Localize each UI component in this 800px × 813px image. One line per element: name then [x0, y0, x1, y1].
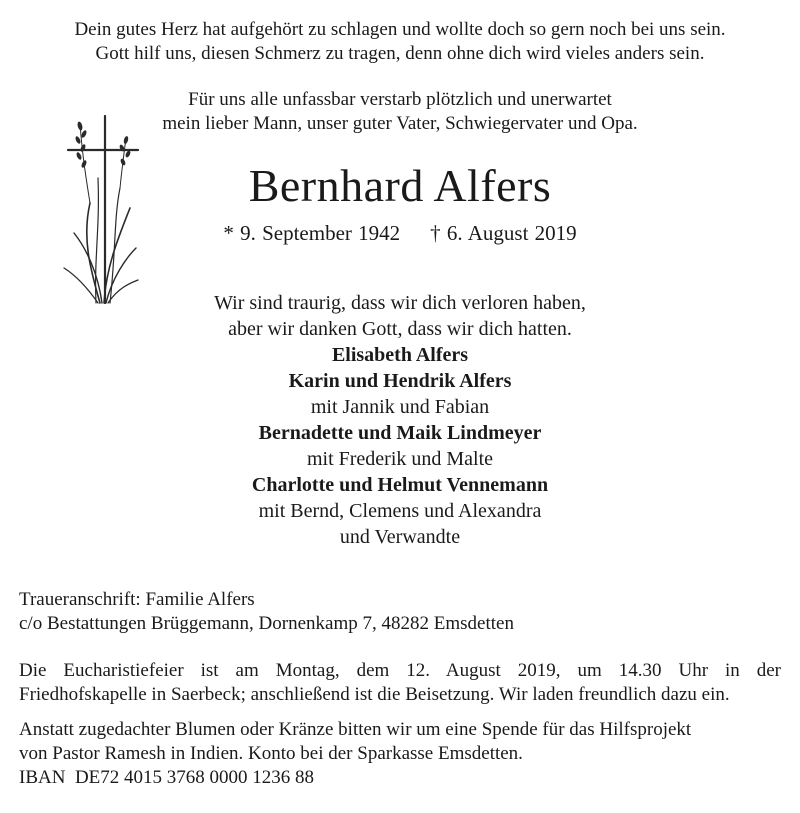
donation-request [19, 718, 781, 790]
mourner-name: Karin und Hendrik Alfers [288, 370, 512, 392]
announcement-line: mein lieber Mann, unser guter Vater, Schwiegervater und Opa. [162, 113, 638, 134]
address-line: Traueranschrift: Familie Alfers [19, 589, 255, 610]
deceased-name: Bernhard Alfers [248, 160, 552, 211]
donation-line: von Pastor Ramesh in Indien. Konto bei der Sparkasse Emsdetten. [19, 743, 523, 764]
service-line: Die Eucharistiefeier ist am Montag, dem 12. August 2019, um 14.30 Uhr in der [19, 660, 781, 681]
mourner-relatives: und Verwandte [339, 526, 461, 548]
mourner-name: Bernadette und Maik Lindmeyer [258, 422, 542, 444]
address-line: c/o Bestattungen Brüggemann, Dornenkamp 7, 48282 Emsdetten [19, 613, 514, 634]
birth-date: * 9. September 1942 [223, 221, 401, 245]
verse-line: Wir sind traurig, dass wir dich verloren haben, [214, 292, 586, 314]
service-notice [19, 659, 781, 707]
memorial-verse [0, 290, 800, 342]
death-date: † 6. August 2019 [430, 221, 577, 245]
mourner-children: mit Jannik und Fabian [310, 396, 490, 418]
epitaph [0, 18, 800, 66]
mourner-children: mit Bernd, Clemens und Alexandra [258, 500, 542, 522]
life-dates [0, 220, 800, 246]
iban-line: IBAN DE72 4015 3768 0000 1236 88 [19, 767, 315, 788]
verse-line: aber wir danken Gott, dass wir dich hatten. [228, 318, 572, 340]
mourner-children: mit Frederik und Malte [306, 448, 494, 470]
mourner-name: Charlotte und Helmut Vennemann [251, 474, 549, 496]
mourners-list [0, 342, 800, 550]
service-line: Friedhofskapelle in Saerbeck; anschließend ist die Beisetzung. Wir laden freundlich dazu ein. [19, 684, 730, 705]
epitaph-line: Dein gutes Herz hat aufgehört zu schlagen und wollte doch so gern noch bei uns sein. [74, 19, 726, 40]
announcement-line: Für uns alle unfassbar verstarb plötzlich und unerwartet [188, 89, 612, 110]
mourning-address [19, 588, 781, 636]
mourner-name: Elisabeth Alfers [331, 344, 469, 366]
donation-line: Anstatt zugedachter Blumen oder Kränze bitten wir um eine Spende für das Hilfsprojekt [19, 719, 692, 740]
epitaph-line: Gott hilf uns, diesen Schmerz zu tragen, denn ohne dich wird vieles anders sein. [95, 43, 705, 64]
